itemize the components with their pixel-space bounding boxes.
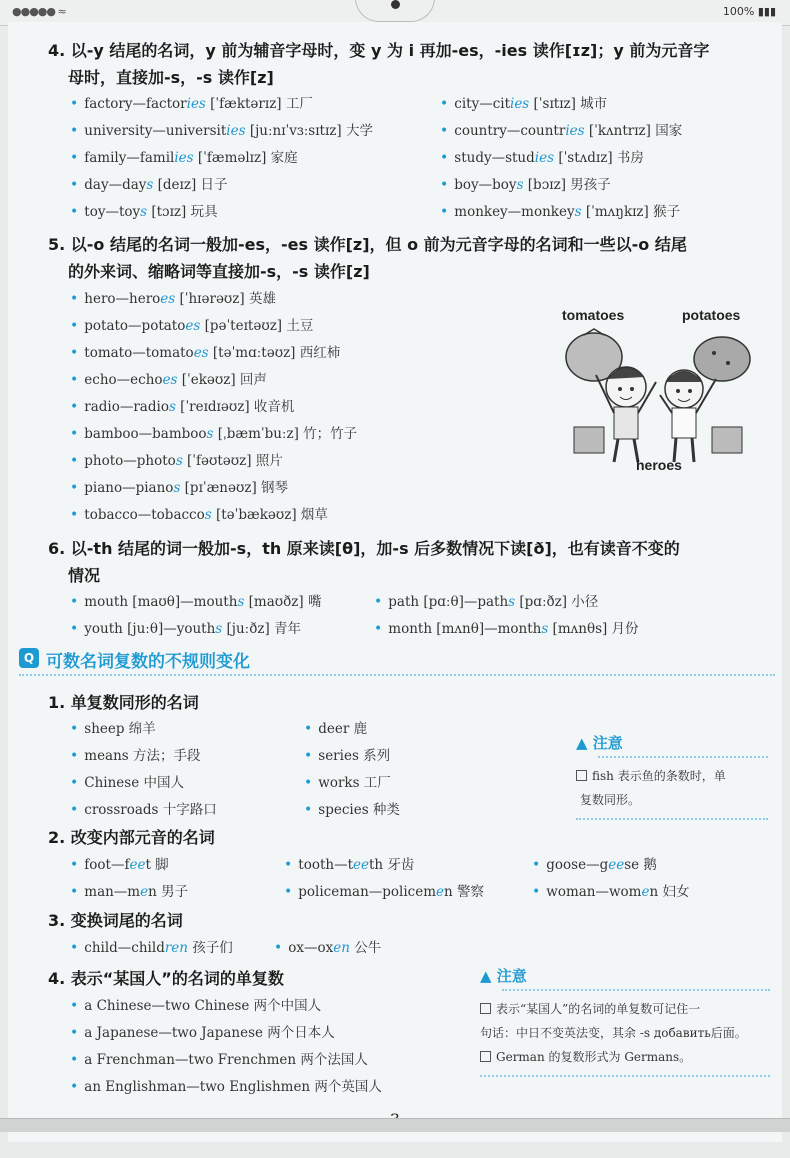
bullet-icon: • bbox=[70, 940, 79, 956]
irr2-item-base: policeman—policem bbox=[298, 884, 437, 900]
bullet-icon: • bbox=[440, 96, 449, 112]
bullet-icon: • bbox=[70, 1079, 79, 1095]
rule4-item-suffix: ies bbox=[510, 96, 530, 112]
rule6-item-suffix: s bbox=[215, 621, 223, 637]
irr1-item-text: sheep 绵羊 bbox=[84, 721, 156, 737]
rule4-item bbox=[440, 200, 680, 220]
rule5-item-rest: [ˈhɪərəʊz] 英雄 bbox=[175, 291, 276, 307]
bullet-icon: • bbox=[70, 594, 79, 610]
irr2-item-base: woman—wom bbox=[546, 884, 642, 900]
irr2-item-rest: th 牙齿 bbox=[368, 857, 415, 873]
rule4-item-suffix: ies bbox=[226, 123, 246, 139]
rule4-item bbox=[70, 146, 298, 166]
irr1-item bbox=[70, 771, 184, 791]
irr2-item-base: tooth—t bbox=[298, 857, 353, 873]
rule4-item-base: university—universit bbox=[84, 123, 227, 139]
irr1-item-text: works 工厂 bbox=[318, 775, 391, 791]
rule5-item-suffix: es bbox=[160, 291, 176, 307]
rule5-item bbox=[70, 395, 294, 415]
irr2-heading: 2. 改变内部元音的名词 bbox=[48, 828, 215, 847]
rule4-item-rest: [ˈstʌdɪz] 书房 bbox=[554, 150, 644, 166]
rule4-item-rest: [juːnɪˈvɜːsɪtɪz] 大学 bbox=[245, 123, 373, 139]
rule6-item-base: month [mʌnθ]—month bbox=[388, 621, 542, 637]
rule4-item-base: city—cit bbox=[454, 96, 510, 112]
irr2-item-suffix: ee bbox=[353, 857, 369, 873]
note2-title: 注意 bbox=[496, 967, 527, 985]
rule4-item-suffix: ies bbox=[174, 150, 194, 166]
rule6-item-rest: [mʌnθs] 月份 bbox=[548, 621, 639, 637]
rule5-item bbox=[70, 341, 340, 361]
rule4-item-rest: [bɔɪz] 男孩子 bbox=[523, 177, 611, 193]
rule6-item-suffix: s bbox=[508, 594, 516, 610]
rule5-heading-line2: 的外来词、缩略词等直接加-s，-s 读作[z] bbox=[68, 262, 370, 281]
irr1-heading: 1. 单复数同形的名词 bbox=[48, 693, 199, 712]
rule5-item-base: photo—photo bbox=[84, 453, 176, 469]
page-notch bbox=[355, 0, 435, 22]
section-title: 可数名词复数的不规则变化 bbox=[46, 652, 250, 672]
irr1-item bbox=[304, 717, 367, 737]
irr4-heading: 4. 表示“某国人”的名词的单复数 bbox=[48, 969, 284, 988]
note1-rule bbox=[598, 756, 768, 758]
bullet-icon: • bbox=[274, 940, 283, 956]
kids-vegetables-illustration bbox=[556, 307, 756, 477]
rule4-item-suffix: s bbox=[516, 177, 524, 193]
irr2-item-base: goose—g bbox=[546, 857, 609, 873]
irr1-item bbox=[70, 744, 201, 764]
rule6-item-rest: [juːðz] 青年 bbox=[222, 621, 302, 637]
irr2-item-suffix: e bbox=[140, 884, 149, 900]
bullet-icon: • bbox=[440, 177, 449, 193]
bullet-icon: • bbox=[374, 594, 383, 610]
irr4-item-text: an Englishman—two Englishmen 两个英国人 bbox=[84, 1079, 382, 1095]
rule5-item-suffix: s bbox=[173, 480, 181, 496]
irr1-item-text: series 系列 bbox=[318, 748, 391, 764]
note2-text-1: 表示“某国人”的名词的单复数可记住一 bbox=[496, 1002, 701, 1016]
rule4-item bbox=[70, 119, 373, 139]
bullet-icon: • bbox=[304, 748, 313, 764]
rule6-heading-line2: 情况 bbox=[68, 566, 101, 585]
irr2-item bbox=[70, 880, 188, 900]
irr3-item bbox=[70, 936, 233, 956]
rule5-item-suffix: es bbox=[162, 372, 178, 388]
bullet-icon: • bbox=[70, 399, 79, 415]
rule4-item-rest: [ˈfæktərɪz] 工厂 bbox=[205, 96, 313, 112]
rule4-item bbox=[70, 173, 228, 193]
rule6-item-base: youth [juːθ]—youth bbox=[84, 621, 216, 637]
note1-text-2: 复数同形。 bbox=[580, 793, 641, 807]
irr4-item-text: a Chinese—two Chinese 两个中国人 bbox=[84, 998, 322, 1014]
irr2-item-rest: t 脚 bbox=[145, 857, 169, 873]
camera-dot-icon bbox=[391, 0, 400, 9]
rule4-item-suffix: ies bbox=[186, 96, 206, 112]
label-tomatoes: tomatoes bbox=[562, 307, 625, 323]
irr3-item-rest: 公牛 bbox=[349, 940, 382, 956]
rule4-item-base: day—day bbox=[84, 177, 147, 193]
note1-text-1: fish 表示鱼的条数时，单 bbox=[592, 769, 726, 783]
rule5-item bbox=[70, 422, 357, 442]
irr2-item-suffix: ee bbox=[129, 857, 146, 873]
rule5-item-rest: [pɪˈænəʊz] 钢琴 bbox=[180, 480, 289, 496]
bullet-icon: • bbox=[70, 621, 79, 637]
rule5-item-rest: [təˈbækəʊz] 烟草 bbox=[211, 507, 328, 523]
rule5-item-suffix: es bbox=[185, 318, 201, 334]
rule4-item-base: toy—toy bbox=[84, 204, 141, 220]
irr4-item bbox=[70, 1075, 382, 1095]
checkbox-icon bbox=[576, 770, 587, 781]
rule4-item-base: country—countr bbox=[454, 123, 566, 139]
rule5-item-base: tomato—tomato bbox=[84, 345, 194, 361]
irr3-item-suffix: ren bbox=[164, 940, 188, 956]
irr4-item-text: a Frenchman—two Frenchmen 两个法国人 bbox=[84, 1052, 368, 1068]
irr2-item-base: man—m bbox=[84, 884, 141, 900]
irr1-item-text: Chinese 中国人 bbox=[84, 775, 184, 791]
note-box-2 bbox=[480, 965, 770, 1077]
bullet-icon: • bbox=[304, 721, 313, 737]
rule4-item-suffix: ies bbox=[534, 150, 555, 166]
rule5-item-rest: [pəˈteɪtəʊz] 土豆 bbox=[200, 318, 314, 334]
note2-text-2: 句话：中日不变英法变，其余 -s добавить后面。 bbox=[480, 1026, 747, 1040]
bullet-icon: • bbox=[70, 150, 79, 166]
rule6-heading-line1: 6. 以-th 结尾的词一般加-s，th 原来读[θ]，加-s 后多数情况下读[ð]，也有读音不变的 bbox=[48, 539, 680, 558]
bullet-icon: • bbox=[70, 453, 79, 469]
rule5-item-base: tobacco—tobacco bbox=[84, 507, 205, 523]
rule4-heading-line2: 母时，直接加-s，-s 读作[z] bbox=[68, 68, 274, 87]
rule5-item bbox=[70, 287, 276, 307]
checkbox-icon bbox=[480, 1051, 491, 1062]
bullet-icon: • bbox=[70, 345, 79, 361]
note2-rule bbox=[502, 989, 770, 991]
rule4-item-rest: [ˈsɪtɪz] 城市 bbox=[529, 96, 608, 112]
rule4-item-rest: [deɪz] 日子 bbox=[153, 177, 228, 193]
rule4-item bbox=[440, 92, 607, 112]
bullet-icon: • bbox=[70, 177, 79, 193]
irr2-item bbox=[284, 880, 484, 900]
rule6-item bbox=[70, 617, 301, 637]
rule4-item-base: study—stud bbox=[454, 150, 535, 166]
bullet-icon: • bbox=[70, 318, 79, 334]
note1-title: 注意 bbox=[592, 734, 623, 752]
rule5-item bbox=[70, 476, 288, 496]
rule4-item bbox=[440, 146, 644, 166]
rule6-item-base: mouth [maʊθ]—mouth bbox=[84, 594, 238, 610]
rule4-item-base: factory—factor bbox=[84, 96, 187, 112]
bullet-icon: • bbox=[70, 204, 79, 220]
bullet-icon: • bbox=[70, 775, 79, 791]
note-box-1 bbox=[576, 732, 768, 820]
rule6-item-suffix: s bbox=[237, 594, 245, 610]
irr1-item bbox=[304, 744, 390, 764]
irr4-item bbox=[70, 1021, 335, 1041]
bullet-icon: • bbox=[70, 884, 79, 900]
rule4-item-rest: [tɔɪz] 玩具 bbox=[147, 204, 218, 220]
bullet-icon: • bbox=[70, 802, 79, 818]
bullet-icon: • bbox=[70, 748, 79, 764]
rule5-item-suffix: es bbox=[193, 345, 209, 361]
bullet-icon: • bbox=[70, 426, 79, 442]
irr2-item-rest: n 妇女 bbox=[649, 884, 690, 900]
irr2-item-rest: n 警察 bbox=[444, 884, 485, 900]
irr3-item-base: ox—ox bbox=[288, 940, 334, 956]
rule5-item-rest: [ˈekəʊz] 回声 bbox=[177, 372, 267, 388]
irr1-item bbox=[70, 717, 156, 737]
bullet-icon: • bbox=[70, 1025, 79, 1041]
irr1-item-text: means 方法；手段 bbox=[84, 748, 201, 764]
rule4-item-suffix: s bbox=[574, 204, 582, 220]
warning-icon: ▲ bbox=[576, 734, 588, 752]
irr2-item-suffix: e bbox=[436, 884, 445, 900]
irr3-item-rest: 孩子们 bbox=[187, 940, 233, 956]
rule5-heading-line1: 5. 以-o 结尾的名词一般加-es，-es 读作[z]，但 o 前为元音字母的名词和一些以-o 结尾 bbox=[48, 235, 687, 254]
irr2-item bbox=[532, 853, 657, 873]
rule4-item bbox=[70, 200, 218, 220]
rule6-item bbox=[374, 590, 598, 610]
irr3-heading: 3. 变换词尾的名词 bbox=[48, 911, 183, 930]
bullet-icon: • bbox=[532, 884, 541, 900]
irr1-item bbox=[70, 798, 217, 818]
irr1-item bbox=[304, 798, 400, 818]
rule5-item-suffix: s bbox=[204, 507, 212, 523]
note1-bottom-rule bbox=[576, 818, 768, 820]
cartoon-drawing bbox=[556, 327, 756, 467]
rule6-item bbox=[374, 617, 639, 637]
rule5-item bbox=[70, 449, 283, 469]
checkbox-icon bbox=[480, 1003, 491, 1014]
rule4-item bbox=[440, 119, 682, 139]
bullet-icon: • bbox=[70, 998, 79, 1014]
rule6-item-rest: [maʊðz] 嘴 bbox=[244, 594, 322, 610]
bullet-icon: • bbox=[70, 123, 79, 139]
bullet-icon: • bbox=[70, 480, 79, 496]
rule4-item-rest: [ˈmʌŋkɪz] 猴子 bbox=[581, 204, 681, 220]
bullet-icon: • bbox=[304, 802, 313, 818]
bullet-icon: • bbox=[284, 857, 293, 873]
rule4-item-suffix: ies bbox=[565, 123, 585, 139]
battery-indicator: 100% ▮▮▮ bbox=[722, 5, 776, 18]
rule6-item-base: path [pɑːθ]—path bbox=[388, 594, 509, 610]
rule5-item-base: radio—radio bbox=[84, 399, 169, 415]
bullet-icon: • bbox=[70, 507, 79, 523]
irr2-item-rest: se 鹅 bbox=[624, 857, 657, 873]
bullet-icon: • bbox=[70, 857, 79, 873]
rule5-item bbox=[70, 314, 313, 334]
bullet-icon: • bbox=[70, 1052, 79, 1068]
bottom-bar bbox=[0, 1118, 790, 1132]
document-page bbox=[8, 22, 782, 1142]
signal-icon: ●●●●● ≈ bbox=[12, 5, 66, 18]
rule4-item-suffix: s bbox=[146, 177, 154, 193]
rule4-item bbox=[440, 173, 611, 193]
label-potatoes: potatoes bbox=[682, 307, 741, 323]
rule5-item-base: bamboo—bamboo bbox=[84, 426, 207, 442]
rule4-item-base: boy—boy bbox=[454, 177, 517, 193]
irr4-item bbox=[70, 1048, 368, 1068]
irr2-item-base: foot—f bbox=[84, 857, 130, 873]
rule4-item-base: family—famil bbox=[84, 150, 175, 166]
rule5-item-suffix: s bbox=[206, 426, 214, 442]
rule5-item-rest: [ˈreɪdɪəʊz] 收音机 bbox=[175, 399, 295, 415]
rule5-item-rest: [təˈmɑːtəʊz] 西红柿 bbox=[208, 345, 341, 361]
bullet-icon: • bbox=[284, 884, 293, 900]
irr4-item bbox=[70, 994, 321, 1014]
rule5-item-suffix: s bbox=[175, 453, 183, 469]
bullet-icon: • bbox=[70, 721, 79, 737]
rule5-item bbox=[70, 368, 267, 388]
section-divider bbox=[19, 674, 775, 676]
note2-bottom-rule bbox=[480, 1075, 770, 1077]
bullet-icon: • bbox=[440, 150, 449, 166]
rule4-heading-line1: 4. 以-y 结尾的名词，y 前为辅音字母时，变 y 为 i 再加-es，-ies 读作[ɪz]；y 前为元音字 bbox=[48, 41, 710, 60]
irr3-item-base: child—child bbox=[84, 940, 165, 956]
bullet-icon: • bbox=[70, 372, 79, 388]
note2-text-3: German 的复数形式为 Germans。 bbox=[496, 1050, 692, 1064]
bullet-icon: • bbox=[374, 621, 383, 637]
rule5-item-rest: [ˈfəʊtəʊz] 照片 bbox=[182, 453, 283, 469]
bullet-icon: • bbox=[532, 857, 541, 873]
rule5-item bbox=[70, 503, 328, 523]
irr2-item-rest: n 男子 bbox=[148, 884, 189, 900]
bullet-icon: • bbox=[440, 123, 449, 139]
irr3-item-suffix: en bbox=[333, 940, 350, 956]
label-heroes: heroes bbox=[636, 457, 682, 473]
irr2-item bbox=[70, 853, 169, 873]
rule6-item bbox=[70, 590, 321, 610]
rule5-item-base: piano—piano bbox=[84, 480, 174, 496]
warning-icon: ▲ bbox=[480, 967, 492, 985]
bullet-icon: • bbox=[440, 204, 449, 220]
irr1-item-text: deer 鹿 bbox=[318, 721, 368, 737]
irr1-item-text: species 种类 bbox=[318, 802, 400, 818]
rule4-item-rest: [ˈfæməlɪz] 家庭 bbox=[193, 150, 298, 166]
rule4-item-suffix: s bbox=[140, 204, 148, 220]
rule4-item bbox=[70, 92, 313, 112]
bullet-icon: • bbox=[70, 96, 79, 112]
rule5-item-suffix: s bbox=[168, 399, 176, 415]
rule4-item-rest: [ˈkʌntrɪz] 国家 bbox=[584, 123, 683, 139]
irr3-item bbox=[274, 936, 381, 956]
rule5-item-rest: [ˌbæmˈbuːz] 竹；竹子 bbox=[213, 426, 358, 442]
search-icon: Q bbox=[19, 648, 39, 668]
irr2-item-suffix: e bbox=[641, 884, 650, 900]
rule5-item-base: potato—potato bbox=[84, 318, 186, 334]
irr1-item bbox=[304, 771, 391, 791]
irr2-item bbox=[532, 880, 689, 900]
irr2-item bbox=[284, 853, 414, 873]
irr1-item-text: crossroads 十字路口 bbox=[84, 802, 217, 818]
rule6-item-rest: [pɑːðz] 小径 bbox=[515, 594, 599, 610]
irr4-item-text: a Japanese—two Japanese 两个日本人 bbox=[84, 1025, 335, 1041]
bullet-icon: • bbox=[304, 775, 313, 791]
rule5-item-base: hero—hero bbox=[84, 291, 161, 307]
rule6-item-suffix: s bbox=[541, 621, 549, 637]
irr2-item-suffix: ee bbox=[608, 857, 625, 873]
rule5-item-base: echo—echo bbox=[84, 372, 163, 388]
rule4-item-base: monkey—monkey bbox=[454, 204, 575, 220]
bullet-icon: • bbox=[70, 291, 79, 307]
